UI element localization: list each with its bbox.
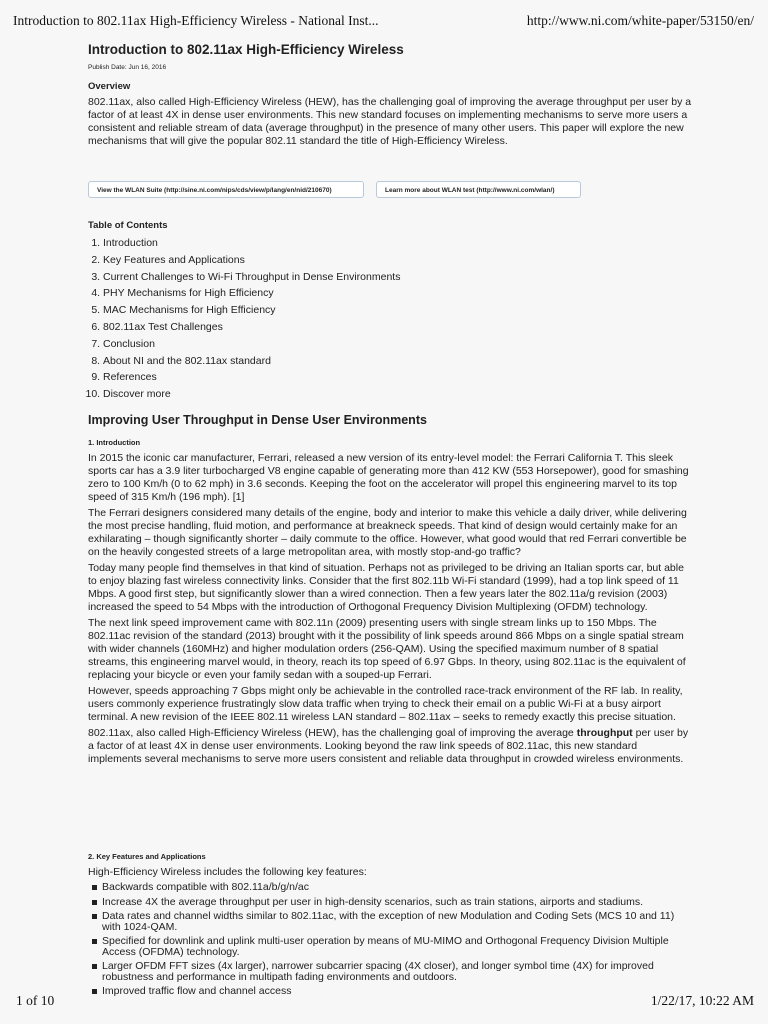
table-of-contents: [88, 220, 688, 403]
feature-item: Increase 4X the average throughput per user in high-density scenarios, such as train stations, airports and stadiums.: [102, 897, 692, 908]
section-heading: Improving User Throughput in Dense User Environments: [88, 413, 427, 427]
print-header-title: Introduction to 802.11ax High-Efficiency Wireless - National Inst...: [13, 13, 379, 28]
para-text-before: 802.11ax, also called High-Efficiency Wireless (HEW), has the challenging goal of improving the average: [88, 727, 577, 739]
feature-item: Backwards compatible with 802.11a/b/g/n/ac: [102, 882, 692, 893]
features-intro: High-Efficiency Wireless includes the following key features:: [88, 866, 367, 878]
wlan-test-link[interactable]: Learn more about WLAN test (http://www.ni.com/wlan/): [376, 181, 581, 198]
intro-paragraph-5: However, speeds approaching 7 Gbps might only be achievable in the controlled race-track environment of the RF lab. In reality, users commonly experience frustratingly slow data traffic when trying to check their email on a public Wi-Fi at a busy airport terminal. A new revision of the IEEE 802.11 wireless LAN standard – 802.11ax – seeks to remedy exactly this precise situation.: [88, 685, 683, 723]
toc-item-introduction[interactable]: 1. Introduction: [103, 235, 688, 252]
intro-paragraph-2: The Ferrari designers considered many details of the engine, body and interior to make this vehicle a daily driver, while delivering the most precise handling, fluid motion, and performance at breakneck speeds. That kind of design would certainly make for an exhilarating – though significantly shorter – daily commute to the office. However, what good would that red Ferrari convertible be on the heavily congested streets of a large metropolitan area, with mostly stop-and-go traffic?: [88, 507, 687, 558]
overview-heading: Overview: [88, 81, 131, 92]
introduction-heading: 1. Introduction: [88, 438, 141, 447]
intro-paragraph-1: In 2015 the iconic car manufacturer, Ferrari, released a new version of its entry-level model: the Ferrari California T. This sleek sports car has a 3.9 liter turbocharged V8 engine capable of generating more than 412 KW (553 Horsepower), good for smashing zero to 100 Km/h (0 to 62 mph) in 3.6 seconds. Keeping the foot on the accelerator will propel this engineering marvel to its top speed of 315 Km/h (196 mph). [1]: [88, 452, 689, 503]
para-text-bold: throughput: [576, 727, 633, 739]
key-features-body: [88, 866, 692, 1001]
feature-item: Specified for downlink and uplink multi-user operation by means of MU-MIMO and Orthogonal Frequency Division Multiple Access (OFDMA) technology.: [102, 936, 692, 957]
document-header: [88, 42, 692, 148]
toc-item-discover-more[interactable]: 10. Discover more: [103, 386, 688, 403]
print-header-url[interactable]: http://www.ni.com/white-paper/53150/en/: [526, 13, 754, 28]
introduction-body: [88, 452, 692, 769]
print-footer-page: 1 of 10: [16, 993, 55, 1008]
key-features-heading: 2. Key Features and Applications: [88, 852, 206, 861]
print-footer-datetime: 1/22/17, 10:22 AM: [650, 993, 754, 1008]
page-title: Introduction to 802.11ax High-Efficiency Wireless: [88, 42, 404, 57]
publish-date: Publish Date: Jun 16, 2016: [88, 64, 167, 71]
feature-item: Larger OFDM FFT sizes (4x larger), narrower subcarrier spacing (4X closer), and longer symbol time (4X) for improved robustness and performance in multipath fading environments and outdoors.: [102, 961, 692, 982]
link-buttons: [88, 181, 582, 200]
intro-paragraph-3: Today many people find themselves in that kind of situation. Perhaps not as privileged to be driving an Italian sports car, but able to enjoy blazing fast wireless connectivity links. Consider that the first 802.11b Wi-Fi standard (1999), had a top link speed of 11 Mbps. A good first step, but significantly slower than a wired connection. Then a few years later the 802.11a/g revision (2003) increased the speed to 54 Mbps with the introduction of Orthogonal Frequency Division Multiplexing (OFDM) technology.: [88, 562, 684, 613]
intro-paragraph-4: The next link speed improvement came with 802.11n (2009) presenting users with single stream links up to 150 Mbps. The 802.11ac revision of the standard (2013) brought with it the possibility of link speeds around 866 Mbps on a single spatial stream with wider channels (160MHz) and higher modulation orders (256-QAM). Using the specified maximum number of 8 spatial streams, this engineering marvel would, in theory, reach its top speed of 6.97 Gbps. In theory, using 802.11ac is the equivalent of replacing your bicycle or even your family sedan with a souped-up Ferrari.: [88, 617, 686, 681]
toc-item-about-ni[interactable]: 8. About NI and the 802.11ax standard: [103, 353, 688, 370]
toc-item-key-features[interactable]: 2. Key Features and Applications: [103, 252, 688, 269]
features-list: [88, 882, 692, 997]
intro-paragraph-6: [88, 727, 692, 766]
feature-item: Data rates and channel widths similar to 802.11ac, with the exception of new Modulation and Coding Sets (MCS 10 and 11) with 1024-QAM.: [102, 911, 692, 932]
para-text-after: per user by a factor of at least 4X in dense user environments. Looking beyond the raw link speeds of 802.11ac, this new standard implements several mechanisms to serve more users consistent and reliable data throughput in crowded wireless environments.: [88, 727, 689, 765]
wlan-suite-link[interactable]: View the WLAN Suite (http://sine.ni.com/nips/cds/view/p/lang/en/nid/210670): [88, 181, 364, 198]
toc-item-mac[interactable]: 5. MAC Mechanisms for High Efficiency: [103, 302, 688, 319]
overview-paragraph: 802.11ax, also called High-Efficiency Wireless (HEW), has the challenging goal of improving the average throughput per user by a factor of at least 4X in dense user environments. This new standard focuses on implementing mechanisms to serve more users a consistent and reliable stream of data (average throughput) in the presence of many other users. This paper will explore the new mechanisms that will give the popular 802.11 standard the title of High-Efficiency Wireless.: [88, 96, 692, 147]
toc-item-phy[interactable]: 4. PHY Mechanisms for High Efficiency: [103, 285, 688, 302]
toc-item-test-challenges[interactable]: 6. 802.11ax Test Challenges: [103, 319, 688, 336]
toc-list: [88, 235, 688, 403]
toc-item-references[interactable]: 9. References: [103, 369, 688, 386]
feature-item: Improved traffic flow and channel access: [102, 986, 692, 997]
toc-item-challenges[interactable]: 3. Current Challenges to Wi-Fi Throughput in Dense Environments: [103, 269, 688, 286]
toc-title: Table of Contents: [88, 220, 168, 231]
toc-item-conclusion[interactable]: 7. Conclusion: [103, 336, 688, 353]
